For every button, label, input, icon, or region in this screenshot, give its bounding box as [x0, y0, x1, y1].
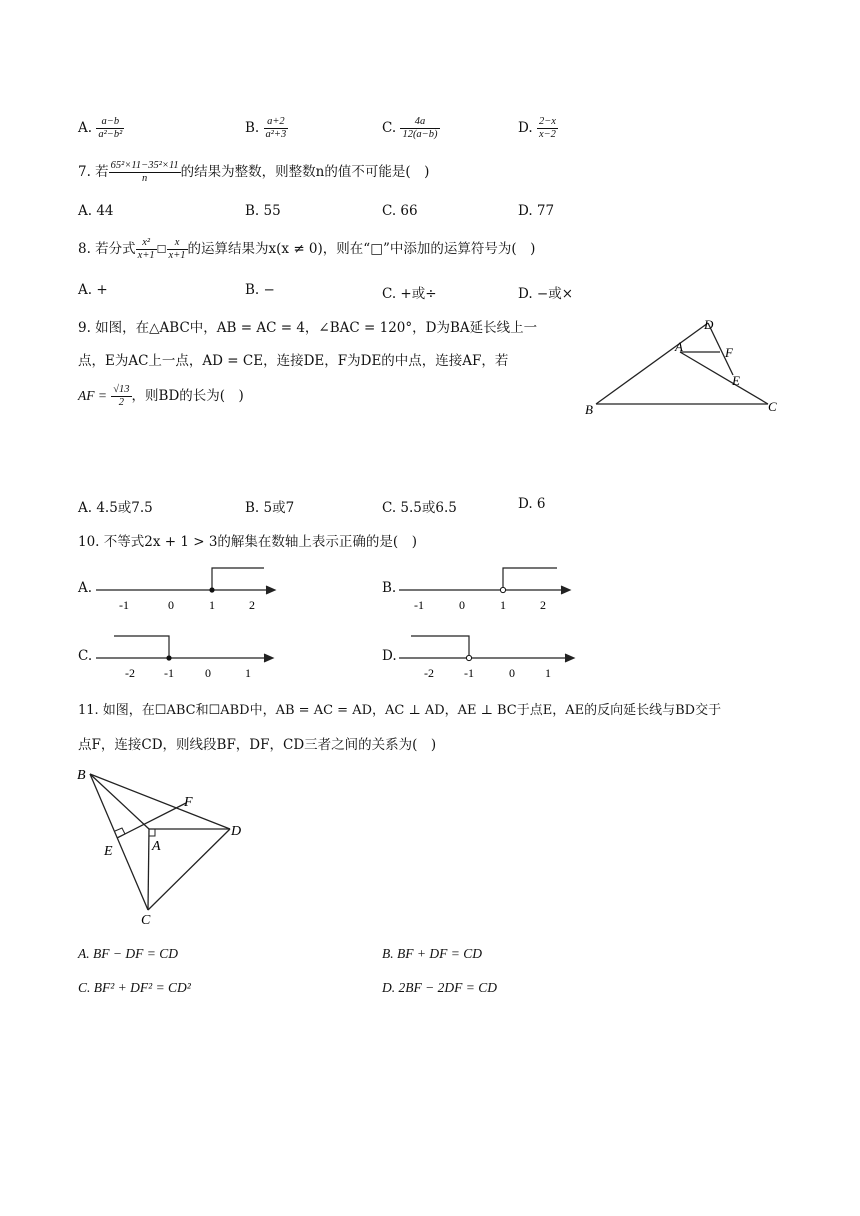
- q11-option-d: D. 2BF − 2DF = CD: [382, 980, 497, 995]
- label-a: A: [152, 839, 161, 854]
- solution-bracket: [503, 568, 557, 587]
- q10-option-c-label: C.: [78, 648, 93, 664]
- tick-label: 1: [500, 598, 506, 612]
- fraction: $\frac{a-b}{\text{a²−b²}}$: [98, 116, 123, 140]
- q9-stem-line2: 点，E为AC上一点，AD = CE，连接DE，F为DE的中点，连接AF，若: [78, 353, 509, 369]
- fraction: $\frac{a+2}{\text{a²+3}}$: [265, 116, 287, 140]
- q11-option-c: C. BF² + DF² = CD²: [78, 980, 191, 995]
- tick-label: -2: [125, 666, 135, 680]
- q6-option-c: [382, 116, 440, 141]
- q8-option-b: B. −: [245, 282, 275, 298]
- fraction: $\frac{2-x}{x-2}$: [538, 116, 556, 140]
- closed-point: [209, 587, 214, 592]
- q10-number-line-b: [395, 562, 585, 617]
- q10-number-line-d: [395, 630, 585, 685]
- label-e: E: [732, 373, 740, 388]
- option-label: D.: [518, 120, 533, 136]
- tick-label: -1: [464, 666, 474, 680]
- q6-option-a: [78, 116, 124, 141]
- q8-option-c: C. +或÷: [382, 286, 437, 302]
- q9-option-a: A. 4.5或7.5: [78, 500, 153, 516]
- label-f: F: [725, 345, 733, 360]
- tick-label: -1: [164, 666, 174, 680]
- q7-option-d: D. 77: [518, 203, 555, 219]
- q10-number-line-a: [92, 562, 282, 617]
- segment-bd: [596, 323, 708, 404]
- q11-option-a: A. BF − DF = CD: [78, 946, 178, 961]
- fraction: $\frac{4a}{12(a-b)}$: [402, 116, 438, 140]
- q10-option-b-label: B.: [382, 580, 397, 596]
- open-point: [500, 587, 505, 592]
- right-angle-mark-a: [149, 829, 155, 836]
- q10-number-line-c: [92, 630, 282, 685]
- label-e: E: [104, 844, 113, 859]
- q8-option-a: A. +: [78, 282, 108, 298]
- tick-label: 0: [168, 598, 174, 612]
- fraction: $\frac{x}{x+1}$: [168, 237, 186, 261]
- solution-bracket: [114, 636, 169, 658]
- q11-stem-line2: 点F，连接CD，则线段BF，DF，CD三者之间的关系为( ): [78, 737, 437, 753]
- label-b: B: [585, 402, 593, 417]
- q6-option-d: [518, 116, 558, 141]
- tick-label: -2: [424, 666, 434, 680]
- q10-stem: 10. 不等式2x + 1 > 3的解集在数轴上表示正确的是( ): [78, 534, 417, 550]
- tick-label: 2: [249, 598, 255, 612]
- open-point: [466, 655, 471, 660]
- segment-bd: [90, 774, 230, 829]
- q10-option-d-label: D.: [382, 648, 397, 664]
- tick-label: 0: [509, 666, 515, 680]
- solution-bracket: [212, 568, 264, 590]
- q8-option-d: D. −或×: [518, 286, 574, 302]
- q8-stem: 8. 若分式 $\frac{\text{x²}}{x+1}$ ☐ $\frac{x}{x+1}$ 的运算结果为x(x ≠ 0)，则在“□”中添加的运算符号为( ): [78, 237, 536, 261]
- option-label: C.: [382, 120, 397, 136]
- q11-figure: [72, 762, 262, 932]
- segment-ac: [680, 352, 768, 404]
- tick-label: 0: [459, 598, 465, 612]
- label-b: B: [77, 768, 86, 783]
- q9-option-d: D. 6: [518, 496, 546, 512]
- q7-option-a: A. 44: [78, 203, 114, 219]
- closed-point: [166, 655, 171, 660]
- tick-label: -1: [119, 598, 129, 612]
- q11-option-b: B. BF + DF = CD: [382, 946, 482, 961]
- label-a: A: [675, 339, 683, 354]
- label-d: D: [704, 317, 714, 332]
- option-label: B.: [245, 120, 260, 136]
- q10-option-a-label: A.: [78, 580, 93, 596]
- tick-label: -1: [414, 598, 424, 612]
- q9-option-c: C. 5.5或6.5: [382, 500, 457, 516]
- q7-option-c: C. 66: [382, 203, 418, 219]
- tick-label: 0: [205, 666, 211, 680]
- segment-ab: [90, 774, 149, 829]
- fraction: $\frac{√13}{2}$: [113, 384, 130, 408]
- tick-label: 1: [245, 666, 251, 680]
- q11-stem-line1: 11. 如图，在☐ABC和☐ABD中，AB = AC = AD，AC ⊥ AD，AE ⊥ BC于点E，AE的反向延长线与BD交于: [78, 703, 722, 718]
- q7-option-b: B. 55: [245, 203, 281, 219]
- label-c: C: [768, 399, 777, 414]
- tick-label: 1: [209, 598, 215, 612]
- fraction: $\frac{\text{x²}}{x+1}$: [137, 237, 155, 261]
- right-angle-mark-e: [115, 828, 125, 834]
- q9-option-b: B. 5或7: [245, 500, 295, 516]
- segment-bc: [90, 774, 148, 910]
- fraction: $\frac{\text{65²×11−35²×11}}{n}$: [110, 160, 179, 184]
- segment-ac: [148, 829, 149, 910]
- q9-stem-line3: AF = $\frac{√13}{2}$ ，则BD的长为( ): [78, 384, 244, 408]
- q9-stem-line1: 9. 如图，在△ABC中，AB = AC = 4，∠BAC = 120°，D为BA延长线上一: [78, 320, 538, 336]
- label-c: C: [141, 913, 151, 928]
- tick-label: 1: [545, 666, 551, 680]
- tick-label: 2: [540, 598, 546, 612]
- q7-stem: 7. 若 $\frac{\text{65²×11−35²×11}}{n}$ 的结果为整数，则整数n的值不可能是( ): [78, 160, 430, 184]
- operator-box: ☐: [156, 243, 167, 256]
- label-f: F: [184, 795, 193, 810]
- q6-option-b: [245, 116, 288, 141]
- q9-figure: [580, 312, 790, 422]
- solution-bracket: [411, 636, 469, 655]
- label-d: D: [231, 824, 242, 839]
- option-label: A.: [78, 120, 93, 136]
